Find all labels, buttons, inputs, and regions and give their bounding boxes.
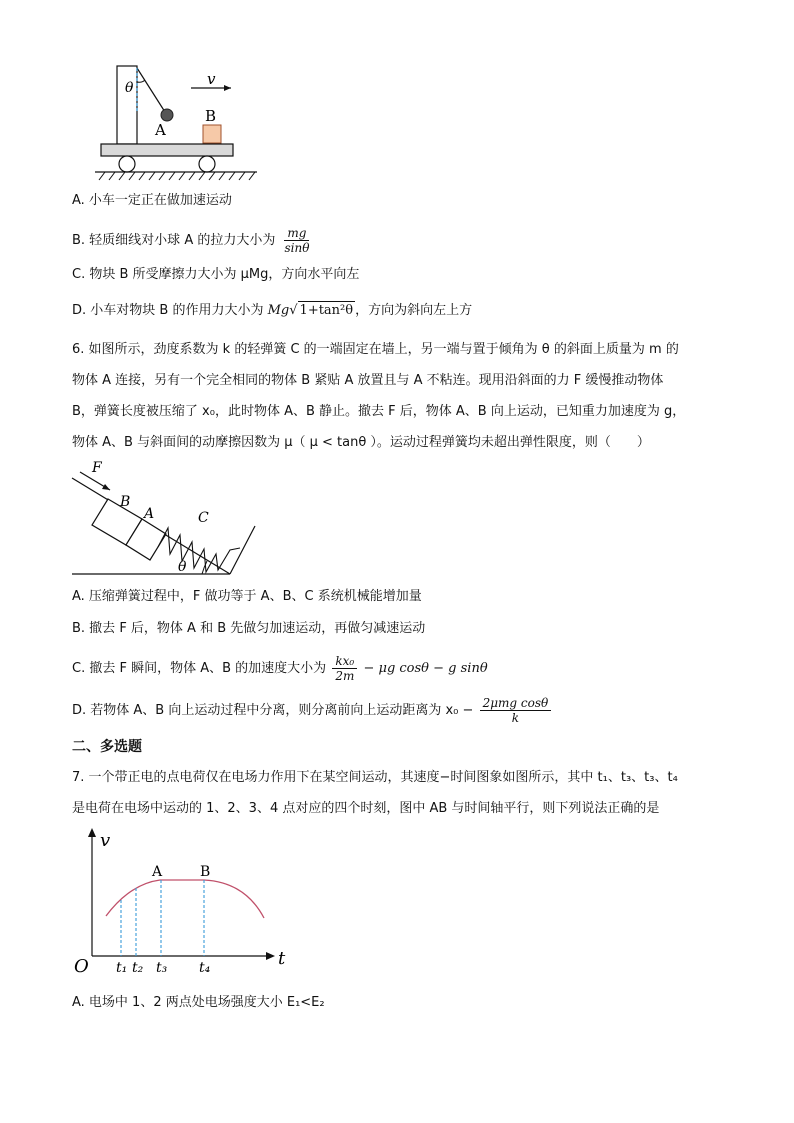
cart-body — [101, 144, 233, 156]
q6-option-a: A. 压缩弹簧过程中，F 做功等于 A、B、C 系统机械能增加量 — [72, 589, 422, 604]
wheel-right — [199, 156, 215, 172]
cart-pole — [117, 66, 137, 144]
wheel-left — [119, 156, 135, 172]
block-b-label: B — [120, 494, 131, 510]
q7-option-a: A. 电场中 1、2 两点处电场强度大小 E₁<E₂ — [72, 995, 325, 1010]
q6-option-c-text: C. 撤去 F 瞬间，物体 A、B 的加速度大小为 — [72, 661, 327, 676]
ball-label: A — [155, 121, 166, 139]
fraction-denominator: sinθ — [284, 241, 310, 255]
tick-t3: t₃ — [156, 960, 168, 976]
fraction-denominator: k — [511, 711, 520, 725]
fraction-numerator: kx₀ — [332, 654, 357, 669]
velocity-arrowhead — [224, 85, 231, 91]
q5-option-d-post: ，方向为斜向左上方 — [355, 303, 473, 318]
ground-hatching — [99, 172, 255, 180]
block-a-label: A — [144, 506, 155, 522]
fraction-numerator: mg — [284, 226, 309, 241]
q6-option-c-post: − μg cosθ − g sinθ — [363, 661, 488, 676]
velocity-curve — [106, 880, 264, 918]
fraction-numerator: 2μmg cosθ — [480, 696, 552, 711]
tick-t1: t₁ — [116, 960, 128, 976]
theta-label: θ — [125, 80, 134, 96]
q6-option-c-fraction — [332, 654, 357, 683]
q6-stem — [72, 334, 722, 458]
angle-arc — [137, 80, 145, 82]
force-arrowhead — [102, 484, 110, 490]
section-heading: 二、多选题 — [72, 739, 142, 755]
q6-stem-line-2: 物体 A 连接，另有一个完全相同的物体 B 紧贴 A 放置且与 A 不粘连。现用沿斜面的力 F 缓慢推动物体 — [72, 373, 664, 388]
spring-c — [158, 528, 240, 572]
theta-label: θ — [178, 559, 187, 575]
q6-option-b: B. 撤去 F 后，物体 A 和 B 先做匀加速运动，再做匀减速运动 — [72, 621, 426, 636]
pendulum-string — [137, 68, 165, 112]
spring-label: C — [198, 510, 209, 526]
origin-label: O — [74, 956, 89, 977]
q7-stem — [72, 762, 722, 824]
y-axis-arrowhead — [88, 828, 96, 837]
cart-figure — [95, 60, 265, 185]
q5-option-d-text: D. 小车对物块 B 的作用力大小为 — [72, 303, 264, 318]
wall — [230, 526, 255, 574]
q6-option-d-fraction — [480, 696, 552, 725]
q5-option-a: A. 小车一定正在做加速运动 — [72, 193, 232, 208]
point-b-label: B — [200, 864, 211, 880]
point-a-label: A — [152, 864, 163, 880]
q5-option-d: D. 小车对物块 B 的作用力大小为 Mg√ 1+tan²θ ，方向为斜向左上方 — [72, 303, 473, 318]
fraction-denominator: 2m — [335, 669, 355, 683]
q5-option-b-text: B. 轻质细线对小球 A 的拉力大小为 — [72, 233, 276, 248]
x-axis-label: t — [278, 948, 286, 969]
q6-stem-line-1: 6. 如图所示，劲度系数为 k 的轻弹簧 C 的一端固定在墙上，另一端与置于倾角为 θ 的斜面上质量为 m 的 — [72, 342, 679, 357]
tick-t2: t₂ — [132, 960, 144, 976]
block-b — [203, 125, 221, 143]
y-axis-label: v — [100, 830, 111, 851]
q5-option-c: C. 物块 B 所受摩擦力大小为 μMg，方向水平向左 — [72, 267, 360, 282]
q6-option-d-text: D. 若物体 A、B 向上运动过程中分离，则分离前向上运动距离为 x₀ − — [72, 703, 474, 718]
x-axis-arrowhead — [266, 952, 275, 960]
q6-option-c — [72, 654, 488, 683]
incline-figure — [70, 458, 260, 580]
q5-option-b — [72, 226, 314, 255]
velocity-time-graph — [70, 824, 300, 980]
q6-stem-line-4: 物体 A、B 与斜面间的动摩擦因数为 μ（ μ < tanθ ）。运动过程弹簧均未超出弹性限度，则（ ） — [72, 435, 650, 450]
tick-t4: t₄ — [199, 960, 211, 976]
block-label: B — [205, 107, 217, 125]
q5-option-d-sqrt: 1+tan²θ — [299, 303, 354, 318]
q6-stem-line-3: B，弹簧长度被压缩了 x₀，此时物体 A、B 静止。撤去 F 后，物体 A、B 向上运动，已知重力加速度为 g， — [72, 404, 686, 419]
q5-option-d-mg: Mg — [267, 303, 290, 318]
force-label: F — [92, 460, 102, 476]
q6-option-d — [72, 696, 553, 725]
ball-a — [161, 109, 173, 121]
q5-option-b-fraction — [281, 226, 312, 255]
q7-stem-line-1: 7. 一个带正电的点电荷仅在电场力作用下在某空间运动，其速度−时间图象如图所示，其中 t₁、t₃、t₃、t₄ — [72, 770, 678, 785]
velocity-label: v — [207, 70, 216, 88]
q7-stem-line-2: 是电荷在电场中运动的 1、2、3、4 点对应的四个时刻，图中 AB 与时间轴平行，则下列说法正确的是 — [72, 801, 660, 816]
